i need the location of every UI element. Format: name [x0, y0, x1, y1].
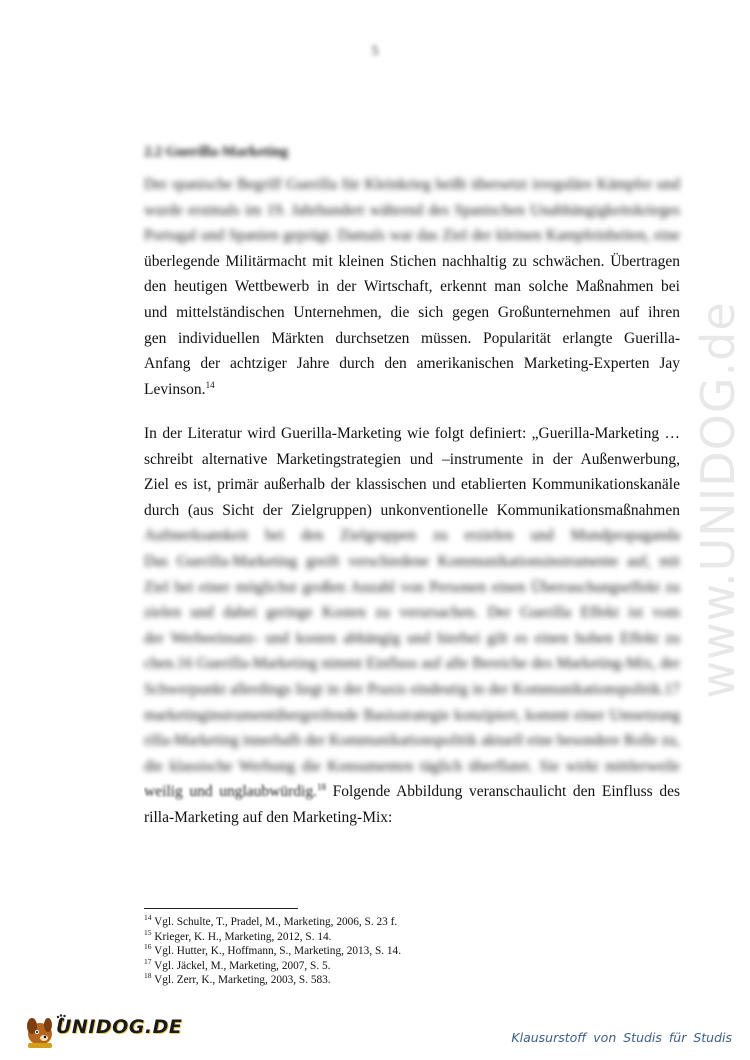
text-line: schreibt alternative Marketingstrategien und –instrumente in der Außenwerbung, [144, 450, 680, 468]
footnote-ref: 18 [316, 782, 326, 793]
section-heading: 2.2 Guerilla-Marketing [144, 144, 289, 160]
text-line: Schwerpunkt allerdings liegt in der Praxis eindeutig in der Kommunikationspolitik.17 [144, 680, 680, 698]
logo-text: UNIDOG.DE [56, 1016, 183, 1038]
footnote-item [144, 927, 684, 945]
tagline: Klausurstoff von Studis für Studis [511, 1030, 732, 1045]
text-line: wurde erstmals im 19. Jahrhundert während des Spanischen Unabhängigkeitskrieges [144, 201, 680, 219]
text-line: Portugal und Spanien geprägt. Damals war das Ziel der kleinen Kampfeinheiten, eine [144, 227, 680, 245]
footnote-ref: 14 [205, 379, 215, 390]
text-line: Aufmerksamkeit bei den Zielgruppen zu erzielen und Mundpropaganda [144, 527, 680, 545]
blurred-passage-2 [144, 523, 680, 779]
text-line: marketinginstrumentübergreifende Basisstrategie konzipiert, kommt einer Umsetzung [144, 706, 680, 724]
footnote-number: 14 [144, 913, 152, 923]
text-line: chen.16 Guerilla-Marketing nimmt Einfluss auf alle Bereiche des Marketing-Mix, der [144, 655, 680, 673]
footnote-text: Vgl. Schulte, T., Pradel, M., Marketing, 2006, S. 23 f. [154, 916, 398, 928]
text-line: den heutigen Wettbewerb in der Wirtschaft, erkennt man solche Maßnahmen bei [144, 278, 680, 296]
text-line: überlegende Militärmacht mit kleinen Stichen nachhaltig zu schwächen. Übertragen [144, 252, 680, 270]
text-line: rilla-Marketing innerhalb der Kommunikationspolitik aktuell eine besondere Rolle zu, [144, 732, 680, 750]
blurred-fragment: weilig und unglaubwürdig. [144, 783, 317, 801]
text-line: zielen und dabei geringe Kosten zu verursachen. Der Guerilla Effekt ist vom [144, 604, 680, 622]
text-line [144, 377, 680, 403]
footnote-number: 18 [144, 971, 152, 981]
footnote-separator [144, 908, 298, 909]
blurred-passage-1 [144, 172, 680, 249]
footnote-text: Vgl. Jäckel, M., Marketing, 2007, S. 5. [154, 959, 331, 972]
footnote-text: Vgl. Zerr, K., Marketing, 2003, S. 583. [154, 974, 331, 987]
clear-passage-1 [144, 249, 680, 403]
text-line [144, 779, 680, 805]
footnote-item [144, 973, 684, 988]
footnote-item [144, 959, 684, 974]
text-line: der Werbeeinsatz- und kosten abhängig und hierbei gilt es einen hohen Effekt zu [144, 629, 680, 647]
clear-fragment: Folgende Abbildung veranschaulicht den Einfluss des [332, 783, 680, 801]
clear-passage-2 [144, 421, 680, 523]
paragraph-2 [144, 421, 680, 831]
text-line: und mittelständischen Unternehmen, die sich gegen Großunternehmen auf ihren [144, 303, 680, 321]
text-line: In der Literatur wird Guerilla-Marketing wie folgt definiert: „Guerilla-Marketing … [144, 425, 680, 442]
watermark-text: www.UNIDOG.de [691, 301, 745, 699]
paragraph-1 [144, 172, 680, 402]
text-line: rilla-Marketing auf den Marketing-Mix: [144, 808, 393, 826]
text-line: gen individuellen Märkten durchsetzen müssen. Popularität erlangte Guerilla- [144, 329, 680, 347]
footnote-item [144, 944, 684, 959]
page-number: 5 [371, 44, 379, 59]
text-fragment: Levinson. [144, 380, 206, 398]
footnotes [144, 915, 684, 988]
footnote-text: Krieger, K. H., Marketing, 2012, S. 14. [154, 930, 332, 943]
text-line: durch (aus Sicht der Zielgruppen) unkonventionelle Kommunikationsmaßnahmen [144, 501, 680, 519]
dog-mascot-icon [27, 1018, 52, 1048]
text-line: die klassische Werbung die Konsumenten täglich überflutet. Sie wirkt mittlerweile [144, 757, 680, 775]
text-line: Ziel es ist, primär außerhalb der klassischen und etablierten Kommunikationskanäle [144, 476, 680, 494]
footnote-number: 15 [144, 927, 152, 937]
text-line: Der spanische Begriff Guerilla für Kleinkrieg heißt übersetzt irreguläre Kämpfer und [144, 176, 680, 193]
text-line: Das Guerilla-Marketing greift verschiedene Kommunikationsinstrumente auf, mit [144, 552, 680, 570]
footnote-text: Vgl. Hutter, K., Hoffmann, S., Marketing, 2013, S. 14. [154, 945, 402, 958]
text-line: Anfang der achtziger Jahre durch den amerikanischen Marketing-Experten Jay [144, 355, 680, 373]
footnote-number: 17 [144, 957, 152, 967]
text-line: Ziel bei einer möglichst großen Anzahl von Personen einen Überraschungseffekt zu [144, 578, 680, 596]
footnote-number: 16 [144, 942, 152, 952]
footnote-item [144, 915, 684, 930]
watermark [688, 260, 748, 740]
